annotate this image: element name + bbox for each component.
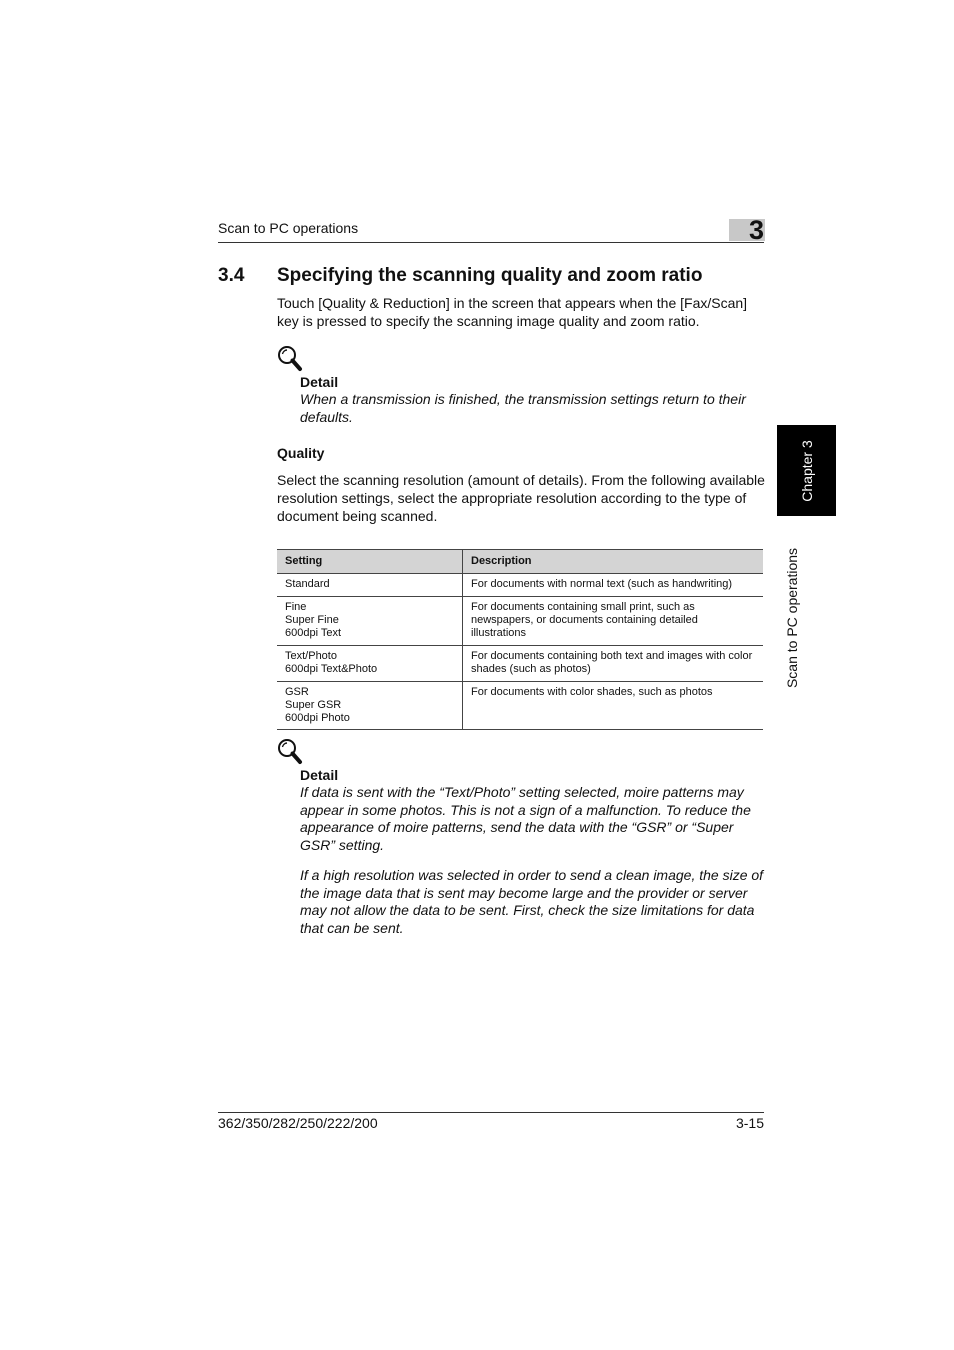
resolution-settings-table	[277, 549, 763, 730]
setting-name: 600dpi Text&Photo	[285, 663, 378, 675]
setting-cell	[277, 597, 463, 646]
table-row	[277, 646, 763, 682]
section-title: Specifying the scanning quality and zoom ratio	[277, 265, 703, 286]
detail-text: When a transmission is finished, the transmission settings return to their defaults.	[300, 391, 746, 425]
quality-heading: Quality	[277, 445, 325, 461]
setting-name: Standard	[285, 578, 330, 590]
chapter-side-text: Chapter 3	[798, 439, 815, 502]
detail-text: If data is sent with the “Text/Photo” setting selected, moire patterns may appear in some photos. This is not a sign of a malfunction. To reduce the appearance of moire patterns, send the data with the “GSR” or “Super GSR” setting.	[300, 784, 751, 853]
footer-models: 362/350/282/250/222/200	[218, 1115, 378, 1131]
column-header-setting: Setting	[277, 550, 463, 574]
setting-name: 600dpi Photo	[285, 712, 350, 724]
description-cell: For documents with color shades, such as photos	[463, 682, 764, 730]
setting-cell	[277, 574, 463, 597]
setting-name: Super GSR	[285, 699, 342, 711]
quality-text: Select the scanning resolution (amount of details). From the following available resolution settings, select the appropriate resolution according to the type of document being scanned.	[277, 472, 765, 524]
header-rule	[218, 242, 764, 243]
setting-name: 600dpi Text	[285, 627, 342, 639]
setting-cell	[277, 682, 463, 730]
section-number: 3.4	[218, 265, 245, 286]
chapter-side-label	[777, 425, 836, 516]
description-cell: For documents with normal text (such as handwriting)	[463, 574, 764, 597]
setting-name: Super Fine	[285, 614, 339, 626]
description-cell: For documents containing both text and images with color shades (such as photos)	[463, 646, 764, 682]
setting-cell	[277, 646, 463, 682]
section-intro: Touch [Quality & Reduction] in the screen that appears when the [Fax/Scan] key is pressed to specify the scanning image quality and zoom ratio.	[277, 295, 748, 329]
running-header-title: Scan to PC operations	[218, 220, 359, 236]
section-side-text: Scan to PC operations	[784, 547, 800, 688]
detail-label: Detail	[300, 374, 339, 390]
table-row	[277, 574, 763, 597]
page-number: 3-15	[735, 1115, 764, 1131]
footer-rule	[218, 1112, 764, 1113]
description-cell: For documents containing small print, such as newspapers, or documents containing detailed illustrations	[463, 597, 764, 646]
magnifier-icon	[277, 345, 303, 373]
magnifier-icon	[277, 738, 303, 766]
chapter-number: 3	[748, 215, 764, 245]
table-row	[277, 597, 763, 646]
setting-name: GSR	[285, 686, 309, 698]
table-header-row	[277, 550, 763, 574]
setting-name: Fine	[285, 601, 307, 613]
table-row	[277, 682, 763, 730]
column-header-description: Description	[463, 550, 764, 574]
detail-label: Detail	[300, 767, 339, 783]
section-side-label	[777, 530, 807, 705]
detail-text: If a high resolution was selected in order to send a clean image, the size of the image data that is sent may become large and the provider or server may not allow the data to be sent. First, check the size limitations for data that can be sent.	[300, 867, 764, 936]
setting-name: Text/Photo	[285, 650, 337, 662]
